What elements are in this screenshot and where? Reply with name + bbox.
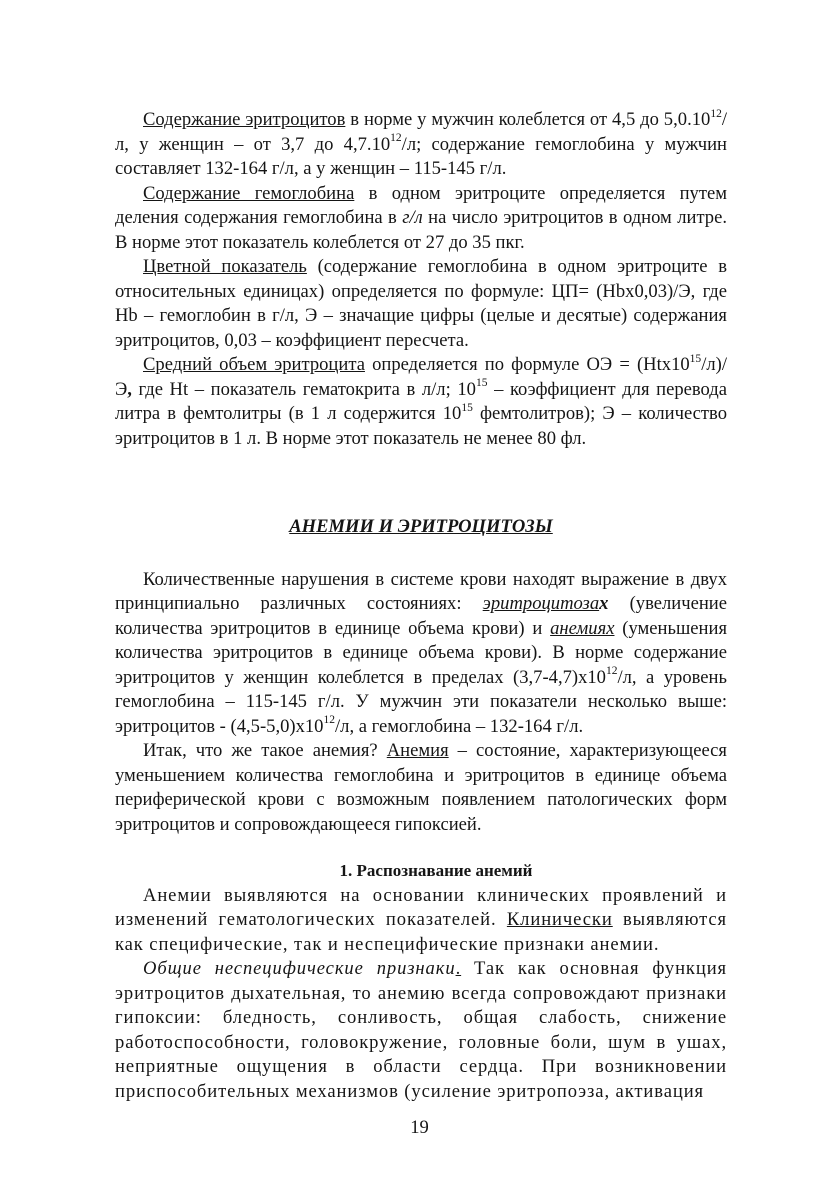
text-run: Так как основная функция эритроцитов дыхательная, то анемию всегда сопровождают признаки гипоксии: бледность, сонливость, общая слабость, снижение работоспособности, головокружение, головные боли, шум в ушах, неприятные ощущения в области сердца. При возникновении приспособительных механизмов (усиление эритропоэза, активация — [115, 958, 728, 1102]
text-run: / л, у женщин – от 3,7 до 4,7 — [115, 109, 727, 155]
paragraph — [115, 568, 727, 740]
text-run: в норме у мужчин колеблется от 4,5 до 5,0 — [345, 109, 688, 130]
text-run: (уменьшения количества эритроцитов в единице объема крови). В норме содержание эритроцитов у женщин колеблется в пределах (3,7-4,7)х10 — [115, 617, 728, 688]
text-run: (увеличение количества эритроцитов в единице объема крови) и — [115, 593, 727, 639]
text-run: где Ht – показатель гематокрита в л/л; 10 — [131, 378, 476, 400]
paragraph — [115, 108, 727, 182]
underlined-text: эритроцитоза — [482, 593, 600, 614]
paragraph — [115, 182, 727, 256]
paragraph — [115, 884, 727, 958]
subheading: 1. Распознавание анемий — [339, 861, 533, 880]
text-run: (содержание гемоглобина в одном эритроците в относительных единицах) определяется по формуле: ЦП= (Hbx0,03)/Э, где Hb – гемоглобин в г/л, Э – значащие цифры (целые и десятые) содержания эритроцитов, 0,03 – коэффициент пересчета. — [115, 256, 727, 351]
superscript: 15 — [475, 377, 488, 390]
text-run: г/л — [402, 207, 423, 228]
superscript: 12 — [323, 714, 335, 727]
paragraphs-top — [115, 108, 727, 451]
text-run: 10 — [691, 109, 711, 130]
text-run: 10 — [371, 133, 391, 155]
text-run: Итак, что же такое анемия? — [143, 740, 387, 761]
text-run: /л)/ Э — [115, 354, 727, 400]
paragraphs-bottom — [115, 884, 727, 1105]
text-run: /л, а гемоглобина – 132-164 г/л. — [335, 715, 584, 737]
text-run: на число эритроцитов в одном литре. В норме этот показатель колеблется от 27 до 35 пкг. — [115, 207, 728, 253]
superscript: 15 — [689, 352, 702, 365]
text-run: /л, а уровень гемоглобина – 115-145 г/л. У мужчин эти показатели несколько выше: эритроцитов - (4,5-5,0)х10 — [115, 666, 727, 737]
underlined-text: Средний объем эритроцита — [143, 354, 365, 375]
paragraphs-middle — [115, 568, 727, 838]
text-run: , — [127, 378, 132, 400]
text-run: Анемии выявляются на основании клинических проявлений и изменений гематологических показателей. — [115, 884, 727, 930]
paragraph — [115, 739, 727, 837]
text-run: фемтолитров); Э – количество эритроцитов в 1 л. В норме этот показатель не менее 80 фл. — [115, 403, 727, 449]
superscript: 12 — [710, 107, 722, 120]
paragraph — [115, 957, 727, 1104]
text-run: Количественные нарушения в системе крови находят выражение в двух принципиально различных состояниях: — [115, 568, 727, 614]
text-run: определяется по формуле ОЭ = (Htx10 — [364, 354, 690, 375]
section-heading: АНЕМИИ И ЭРИТРОЦИТОЗЫ — [289, 516, 553, 537]
text-body — [115, 108, 727, 1104]
text-run: Общие неспецифические признаки — [143, 958, 456, 979]
superscript: 12 — [605, 665, 618, 678]
underlined-text: Клинически — [506, 909, 613, 930]
underlined-text: Анемия — [386, 740, 449, 761]
text-run: – коэффициент для перевода литра в фемтолитры (в 1 л содержится 10 — [115, 378, 727, 424]
page-number: 19 — [410, 1117, 429, 1138]
text-run: в одном эритроците определяется путем деления содержания гемоглобина в — [115, 182, 727, 228]
text-run: . — [687, 109, 692, 130]
text-run: – состояние, характеризующееся уменьшением количества гемоглобина и эритроцитов в единице объема периферической крови с возможным появлением патологических форм эритроцитов и сопровождающееся гипоксией. — [115, 740, 727, 835]
underlined-text: Цветной показатель — [143, 256, 307, 277]
text-run: х — [599, 593, 609, 614]
underlined-text: анемиях — [550, 617, 615, 639]
paragraph — [115, 255, 727, 353]
underlined-text: Содержание гемоглобина — [143, 182, 355, 204]
underlined-text: . — [455, 958, 462, 979]
underlined-text: Содержание эритроцитов — [143, 109, 346, 130]
superscript: 12 — [390, 132, 402, 145]
text-run: . — [366, 133, 372, 155]
text-run: выявляются как специфические, так и неспецифические признаки анемии. — [115, 909, 727, 955]
paragraph — [115, 353, 727, 451]
text-run: /л; содержание гемоглобина у мужчин составляет 132-164 г/л, а у женщин – 115-145 г/л. — [115, 133, 727, 179]
superscript: 15 — [461, 401, 473, 414]
